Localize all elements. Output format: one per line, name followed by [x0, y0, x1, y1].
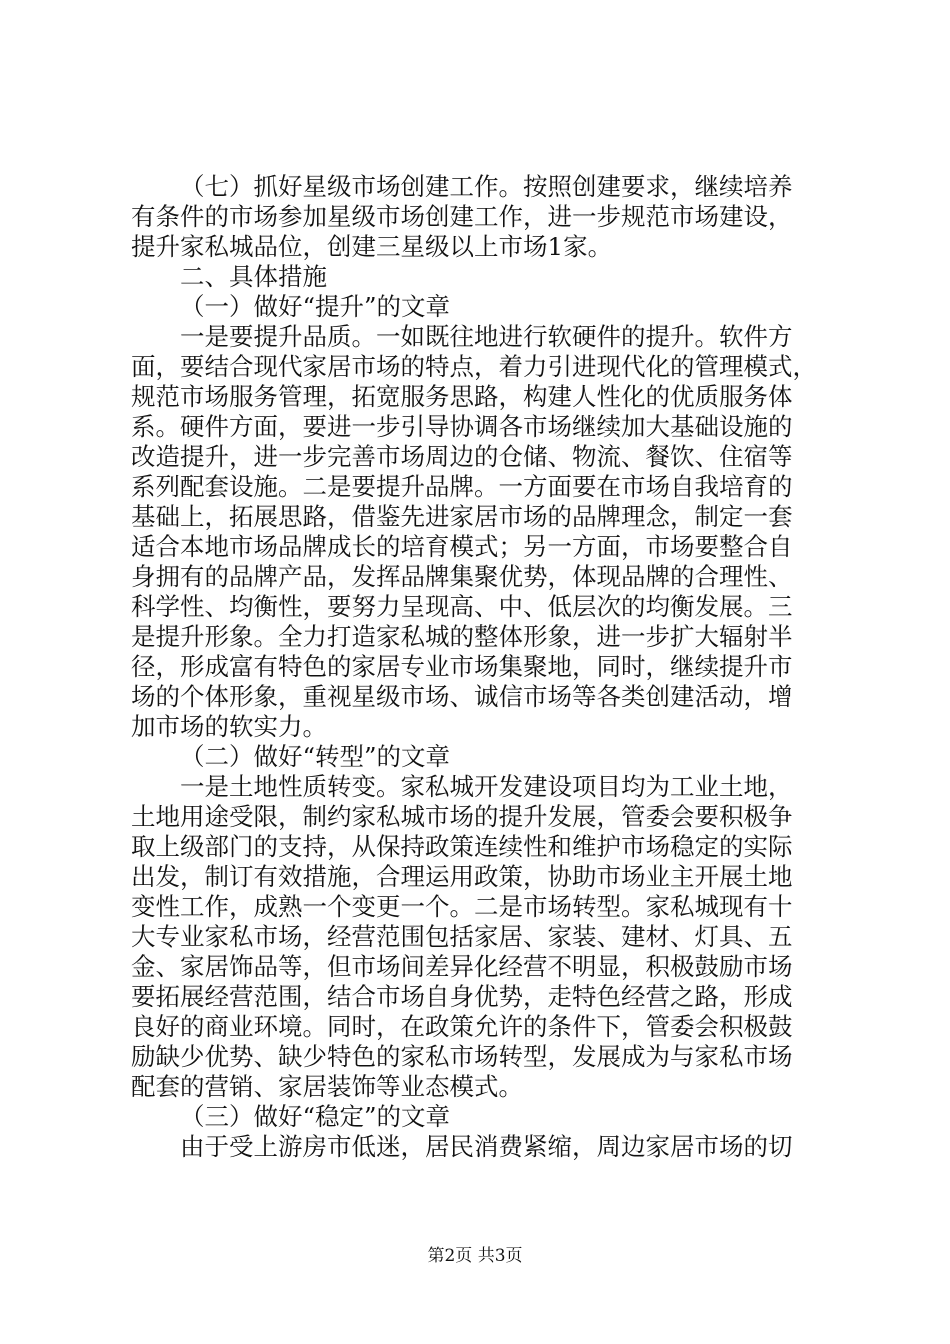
text-line: 金、家居饰品等，但市场间差异化经营不明显，积极鼓励市场 — [131, 952, 793, 981]
text-line: 出发，制订有效措施，合理运用政策，协助市场业主开展土地 — [131, 862, 793, 891]
text-line: 适合本地市场品牌成长的培育模式；另一方面，市场要整合自 — [131, 532, 793, 561]
heading-specific-measures — [131, 262, 831, 292]
text-line: 土地用途受限，制约家私城市场的提升发展，管委会要积极争 — [131, 802, 793, 831]
text-line: 取上级部门的支持，从保持政策连续性和维护市场稳定的实际 — [131, 832, 793, 861]
text-line: 场的个体形象，重视星级市场、诚信市场等各类创建活动，增 — [131, 682, 793, 711]
text-line: 励缺少优势、缺少特色的家私市场转型，发展成为与家私市场 — [131, 1042, 793, 1071]
heading-upgrade — [131, 292, 831, 322]
text-line: 系列配套设施。二是要提升品牌。一方面要在市场自我培育的 — [131, 472, 793, 501]
text-line: 提升家私城品位，创建三星级以上市场1家。 — [131, 232, 613, 261]
text-line: 一是土地性质转变。家私城开发建设项目均为工业土地， — [180, 772, 793, 801]
subsection-heading: （一）做好“提升”的文章 — [180, 292, 451, 321]
paragraph-transform — [131, 772, 831, 1102]
text-line: 一是要提升品质。一如既往地进行软硬件的提升。软件方 — [180, 322, 793, 351]
text-line: 基础上，拓展思路，借鉴先进家居市场的品牌理念，制定一套 — [131, 502, 793, 531]
paragraph-upgrade — [131, 322, 831, 742]
paragraph-star-market — [131, 172, 831, 262]
text-line: 由于受上游房市低迷，居民消费紧缩，周边家居市场的切 — [180, 1132, 793, 1161]
text-line: 面，要结合现代家居市场的特点，着力引进现代化的管理模式， — [131, 352, 817, 381]
paragraph-stable — [131, 1132, 831, 1162]
text-line: 身拥有的品牌产品，发挥品牌集聚优势，体现品牌的合理性、 — [131, 562, 793, 591]
text-line: 系。硬件方面，要进一步引导协调各市场继续加大基础设施的 — [131, 412, 793, 441]
text-line: 加市场的软实力。 — [131, 712, 327, 741]
subsection-heading: （三）做好“稳定”的文章 — [180, 1102, 451, 1131]
text-line: 是提升形象。全力打造家私城的整体形象，进一步扩大辐射半 — [131, 622, 793, 651]
subsection-heading: （二）做好“转型”的文章 — [180, 742, 451, 771]
text-line: 配套的营销、家居装饰等业态模式。 — [131, 1072, 523, 1101]
text-line: 有条件的市场参加星级市场创建工作，进一步规范市场建设， — [131, 202, 793, 231]
text-line: 径，形成富有特色的家居专业市场集聚地，同时，继续提升市 — [131, 652, 793, 681]
text-line: 大专业家私市场，经营范围包括家居、家装、建材、灯具、五 — [131, 922, 793, 951]
text-line: （七）抓好星级市场创建工作。按照创建要求，继续培养 — [180, 172, 793, 201]
text-line: 科学性、均衡性，要努力呈现高、中、低层次的均衡发展。三 — [131, 592, 793, 621]
text-line: 要拓展经营范围，结合市场自身优势，走特色经营之路，形成 — [131, 982, 793, 1011]
document-body — [131, 172, 831, 1162]
page-number-footer: 第2页 共3页 — [427, 1246, 523, 1266]
heading-transform — [131, 742, 831, 772]
text-line: 改造提升，进一步完善市场周边的仓储、物流、餐饮、住宿等 — [131, 442, 793, 471]
text-line: 规范市场服务管理，拓宽服务思路，构建人性化的优质服务体 — [131, 382, 793, 411]
text-line: 变性工作，成熟一个变更一个。二是市场转型。家私城现有十 — [131, 892, 793, 921]
section-heading: 二、具体措施 — [180, 262, 327, 291]
heading-stable — [131, 1102, 831, 1132]
text-line: 良好的商业环境。同时，在政策允许的条件下，管委会积极鼓 — [131, 1012, 793, 1041]
